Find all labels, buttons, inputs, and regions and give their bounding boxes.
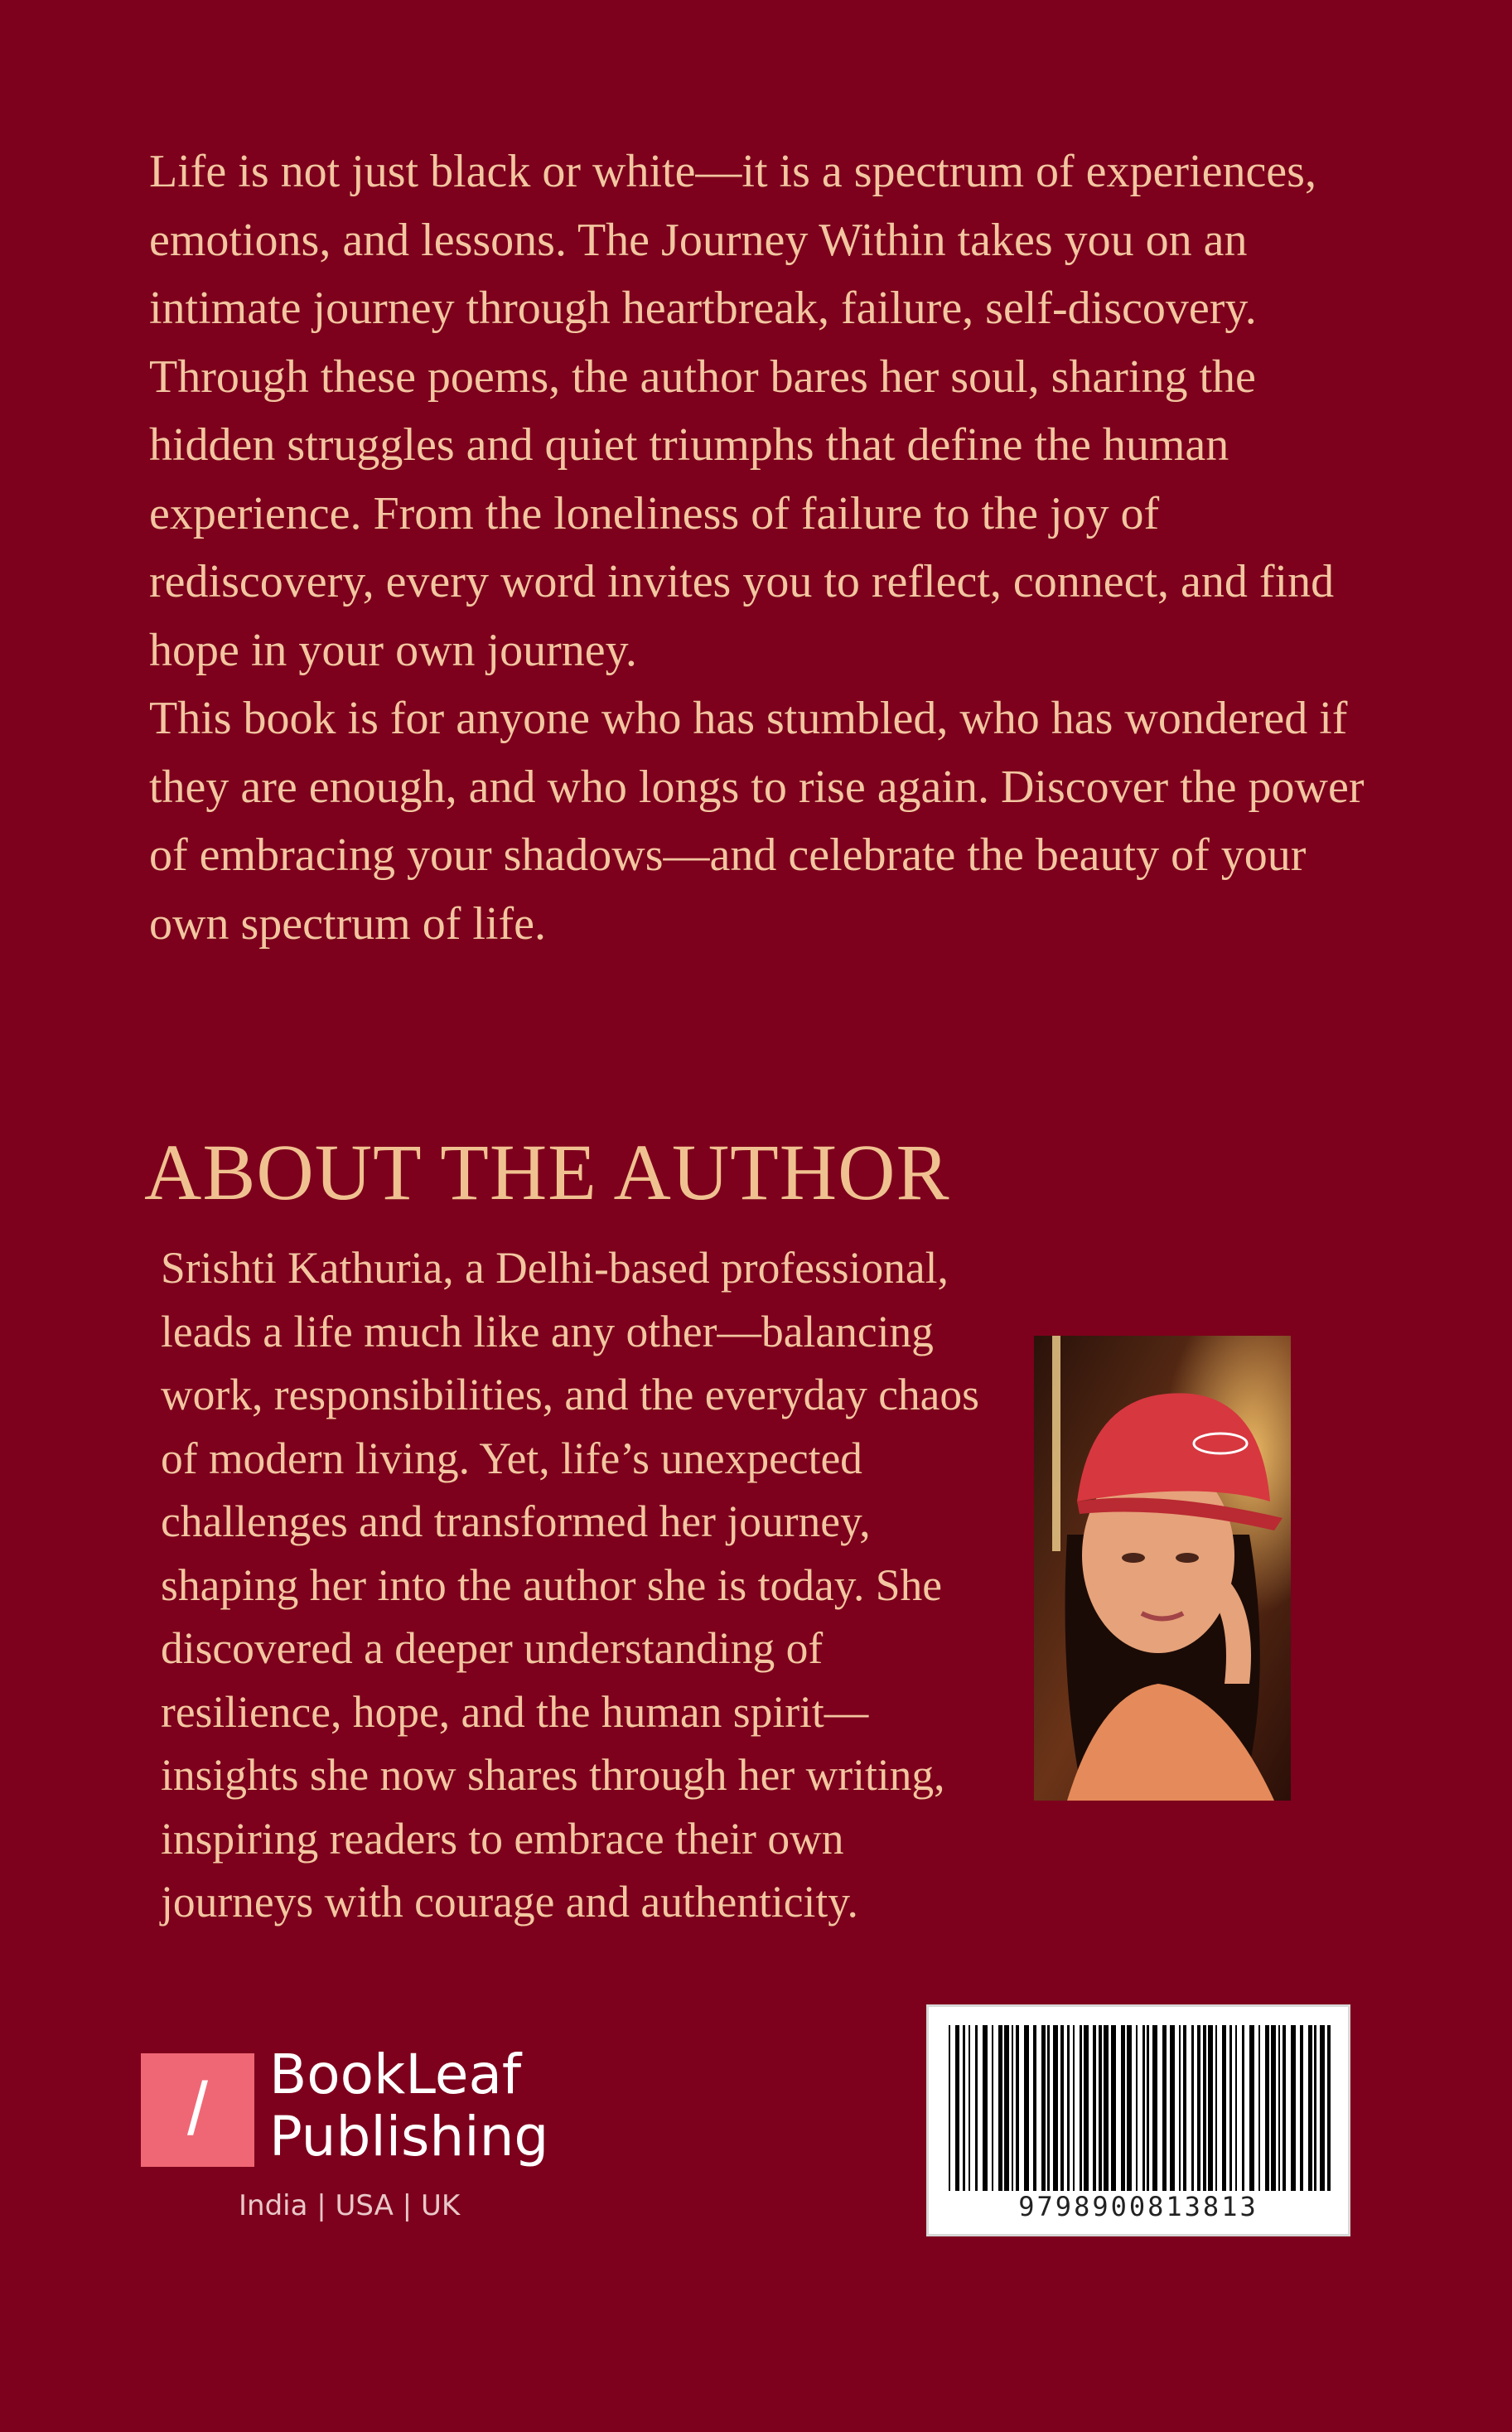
barcode-bar <box>1197 2025 1200 2191</box>
publisher-name-line-2: Publishing <box>269 2105 549 2168</box>
barcode-bar <box>998 2025 1002 2191</box>
blurb-paragraph-2: Through these poems, the author bares her soul, sharing the hidden struggles and quiet triumphs that define the human experience. From the loneliness of failure to the joy of rediscovery, every word invites you to reflect, connect, and find hope in your own journey. <box>149 351 1335 676</box>
barcode-bar <box>1080 2025 1082 2191</box>
barcode-bar <box>1012 2025 1013 2191</box>
barcode-bar <box>1308 2025 1312 2191</box>
barcode-bar <box>1060 2025 1064 2191</box>
back-cover-blurb <box>149 138 1392 958</box>
barcode-bar <box>1127 2025 1132 2191</box>
barcode-bar <box>1179 2025 1181 2191</box>
barcode-bar <box>1024 2025 1029 2191</box>
barcode-bar <box>1142 2025 1145 2191</box>
barcode-bar <box>1104 2025 1109 2191</box>
barcode-bar <box>963 2025 965 2191</box>
about-author-heading: ABOUT THE AUTHOR <box>144 1128 950 1216</box>
barcode-bar <box>1170 2025 1175 2191</box>
barcode-bar <box>1016 2025 1019 2191</box>
barcode-bar <box>1121 2025 1125 2191</box>
publisher-slash-icon: / <box>141 2053 254 2167</box>
barcode-bar <box>1147 2025 1149 2191</box>
barcode-bars <box>947 2025 1336 2191</box>
barcode-bar <box>1258 2025 1260 2191</box>
isbn-barcode <box>926 2004 1350 2236</box>
barcode-bar <box>1111 2025 1116 2191</box>
blurb-paragraph-1: Life is not just black or white—it is a spectrum of experiences, emotions, and lessons. The Journey Within takes you on an intimate journey through heartbreak, failure, self-discovery. <box>149 146 1316 334</box>
barcode-bar <box>1249 2025 1254 2191</box>
publisher-name <box>269 2043 548 2168</box>
barcode-bar <box>992 2025 993 2191</box>
barcode-bar <box>1073 2025 1075 2191</box>
barcode-bar <box>1283 2025 1286 2191</box>
barcode-bar <box>1041 2025 1046 2191</box>
barcode-bar <box>1291 2025 1296 2191</box>
barcode-bar <box>983 2025 988 2191</box>
barcode-bar <box>1099 2025 1102 2191</box>
barcode-bar <box>1047 2025 1050 2191</box>
barcode-bar <box>969 2025 970 2191</box>
barcode-bar <box>975 2025 978 2191</box>
author-bio: Srishti Kathuria, a Delhi-based professional, leads a life much like any other—balancing work, responsibilities, and the everyday chaos of modern living. Yet, life’s unexpected challenges and transformed her journey, shaping her into the author she is today. She discovered a deeper understanding of resilience, hope, and the human spirit—insights she now shares through her writing, inspiring readers to embrace their own journeys with courage and authenticity. <box>161 1243 979 1927</box>
author-photo <box>1034 1336 1291 1801</box>
barcode-bar <box>955 2025 959 2191</box>
barcode-bar <box>1265 2025 1269 2191</box>
publisher-name-line-1: BookLeaf <box>269 2043 522 2106</box>
barcode-bar <box>1162 2025 1167 2191</box>
barcode-bar <box>1203 2025 1206 2191</box>
barcode-bar <box>1314 2025 1316 2191</box>
barcode-bar <box>1093 2025 1096 2191</box>
barcode-bar <box>1004 2025 1009 2191</box>
blurb-paragraph-3: This book is for anyone who has stumbled, who has wondered if they are enough, and who longs to rise again. Discover the power of embracing your shadows—and celebrate the beauty of your own spectrum of life. <box>149 693 1365 950</box>
isbn-number: 9798900813813 <box>1018 2191 1258 2222</box>
barcode-bar <box>1183 2025 1186 2191</box>
barcode-bar <box>1300 2025 1303 2191</box>
barcode-bar <box>1320 2025 1325 2191</box>
barcode-bar <box>1208 2025 1213 2191</box>
barcode-bar <box>1033 2025 1036 2191</box>
barcode-bar <box>1152 2025 1157 2191</box>
barcode-bar <box>1235 2025 1237 2191</box>
barcode-bar <box>1215 2025 1217 2191</box>
barcode-bar <box>1271 2025 1276 2191</box>
barcode-bar <box>1327 2025 1331 2191</box>
barcode-bar <box>1229 2025 1232 2191</box>
publisher-regions: India | USA | UK <box>239 2189 461 2222</box>
barcode-bar <box>1053 2025 1058 2191</box>
barcode-bar <box>1222 2025 1226 2191</box>
barcode-bar <box>1136 2025 1138 2191</box>
barcode-bar <box>1278 2025 1280 2191</box>
barcode-bar <box>949 2025 950 2191</box>
barcode-bar <box>1242 2025 1244 2191</box>
barcode-bar <box>1067 2025 1070 2191</box>
barcode-bar <box>1084 2025 1089 2191</box>
barcode-bar <box>1191 2025 1194 2191</box>
